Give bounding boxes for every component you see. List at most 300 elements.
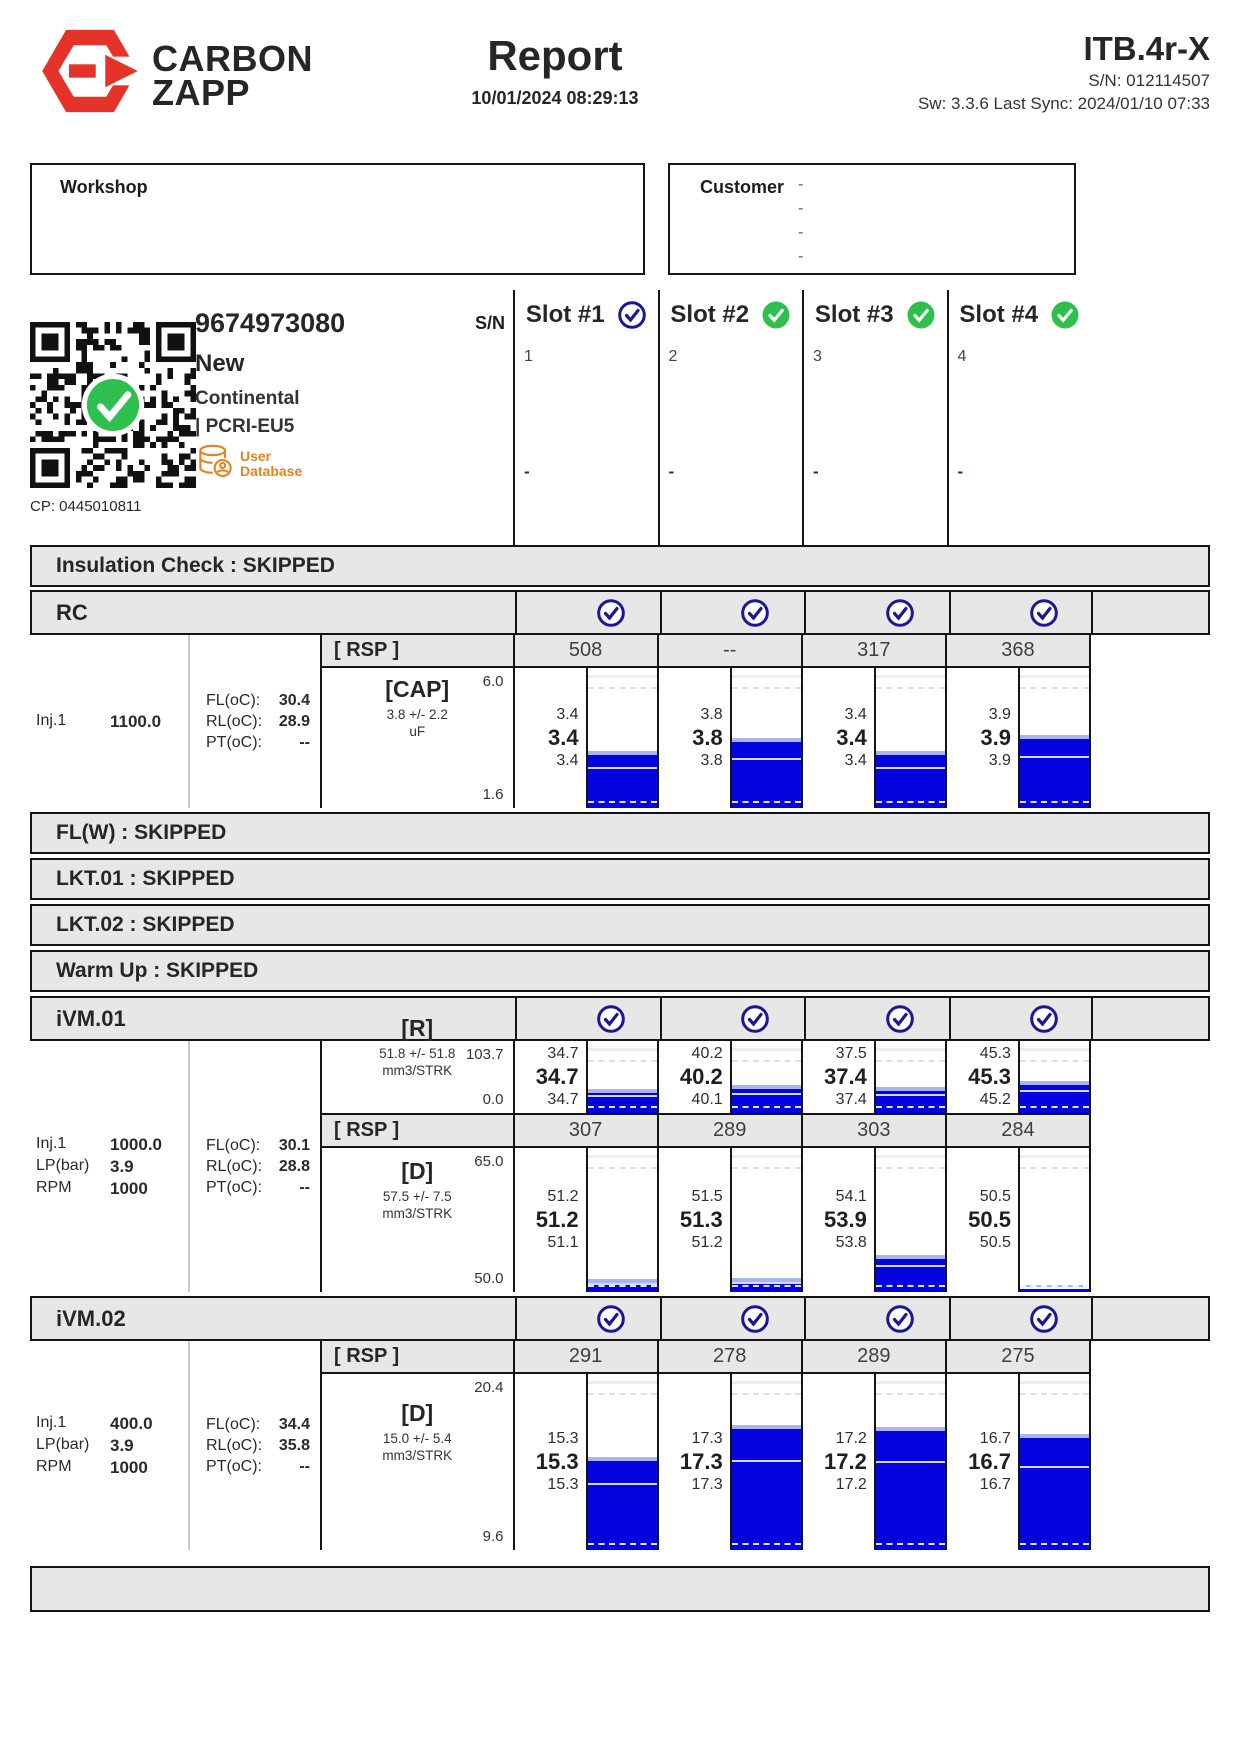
rsp-value: -- (657, 635, 801, 666)
section-title-band (30, 590, 1210, 635)
slot-label: Slot #3 (814, 301, 894, 328)
measurement-bar (1020, 1081, 1089, 1113)
brand-line2: ZAPP (152, 72, 251, 114)
rsp-value: 303 (801, 1115, 945, 1146)
rsp-value: 278 (657, 1341, 801, 1372)
temperature-value: -- (299, 1178, 310, 1196)
measurement-min: 45.2 (979, 1091, 1011, 1108)
scale-max-label: 20.4 (474, 1379, 504, 1396)
parameter-unit: mm3/STRK (382, 1062, 453, 1078)
measurement-values (659, 1148, 730, 1292)
report-sections (30, 0, 1210, 1754)
section-status-check-icon (1029, 1004, 1059, 1034)
table-right-edge (1091, 1298, 1093, 1339)
slot-measurement-cell (513, 1041, 657, 1113)
brand-line1: CARBON (152, 38, 313, 79)
rsp-row (320, 1115, 1089, 1148)
measurement-values (803, 668, 874, 808)
tolerance-guide-line (588, 1048, 657, 1051)
measurement-bar (588, 1089, 657, 1113)
condition-label: LP(bar) (36, 1156, 90, 1174)
parameter-name: [R] (401, 1014, 434, 1041)
rsp-row (320, 1341, 1089, 1374)
scale-min-label: 1.6 (482, 786, 504, 803)
tolerance-dashed-line (1020, 1167, 1089, 1169)
tolerance-dashed-line (876, 1167, 945, 1169)
section-title-band (30, 996, 1210, 1041)
rsp-value: 291 (513, 1341, 657, 1372)
injector-part-number: 9674973080 (195, 308, 346, 338)
injector-cp-code: CP: 0445010811 (30, 498, 142, 515)
slot-label: Slot #1 (525, 301, 605, 328)
slot-measurement-cell (945, 1374, 1089, 1550)
chart-row-R (320, 1014, 1089, 1115)
slot-index: 3 (813, 348, 822, 365)
temperatures-cell (190, 1341, 320, 1550)
slot-measurement-cell (657, 1374, 801, 1550)
section-status-check-icon (885, 1304, 915, 1334)
measurement-bar (876, 1087, 945, 1113)
temperature-row (190, 734, 320, 752)
temperature-value: -- (299, 733, 310, 751)
condition-value: 1100.0 (110, 711, 162, 731)
temperature-value: 28.8 (278, 1157, 310, 1175)
measurement-bar-area (730, 1041, 801, 1113)
section-banner-insulation (30, 545, 1210, 587)
temperature-label: RL(oC): (206, 712, 263, 730)
parameter-tolerance: 15.0 +/- 5.4 (382, 1430, 452, 1446)
condition-value: 3.9 (110, 1156, 134, 1176)
slot-measurement-cell (513, 1148, 657, 1292)
measurement-avg: 37.4 (823, 1064, 867, 1089)
section-status-check-icon (596, 598, 626, 628)
tolerance-guide-line (1020, 1155, 1089, 1158)
slot-measurement-cell (801, 1148, 945, 1292)
measurement-max: 3.4 (844, 706, 867, 723)
measurement-avg: 53.9 (823, 1207, 867, 1232)
measurement-bar-area (730, 668, 801, 808)
report-datetime: 10/01/2024 08:29:13 (471, 88, 639, 108)
rsp-value: 275 (945, 1341, 1089, 1372)
tolerance-dashed-line (732, 1167, 801, 1169)
slot-result-cell (515, 1298, 660, 1339)
section-title: iVM.02 (56, 1305, 126, 1331)
tolerance-guide-line (1020, 1381, 1089, 1384)
chart-row-D (320, 1148, 1089, 1292)
measurement-bar-area (730, 1374, 801, 1550)
measurement-rows (320, 1341, 1091, 1550)
parameter-cell (320, 1374, 513, 1550)
measurement-bar-area (1018, 668, 1089, 808)
slot-measurement-cell (513, 668, 657, 808)
rsp-value: 289 (801, 1341, 945, 1372)
device-serial: S/N: 012114507 (1088, 71, 1210, 90)
measurement-avg: 45.3 (968, 1064, 1011, 1089)
temperature-row (190, 1416, 320, 1434)
condition-value: 1000 (110, 1178, 148, 1198)
measurement-min: 51.2 (691, 1234, 723, 1251)
section-status-check-icon (1029, 598, 1059, 628)
measurement-values (515, 668, 586, 808)
tolerance-dashed-line (876, 1393, 945, 1395)
measurement-avg: 15.3 (535, 1449, 579, 1474)
page-title: Report (487, 32, 623, 79)
measurement-max: 45.3 (979, 1045, 1011, 1062)
temperature-label: RL(oC): (206, 1436, 263, 1454)
measurement-bar (732, 1278, 801, 1292)
slot-result-cell (660, 592, 805, 633)
tolerance-dashed-line (588, 1060, 657, 1062)
measurement-bar (732, 738, 801, 808)
section-status-check-icon (740, 1304, 770, 1334)
slot-measurement-cell (657, 1148, 801, 1292)
section-status-check-icon (596, 1004, 626, 1034)
parameter-tolerance: 3.8 +/- 2.2 (386, 706, 448, 722)
measurement-bar-area (586, 1041, 657, 1113)
tolerance-guide-line (732, 1155, 801, 1158)
temperature-value: 28.9 (278, 712, 310, 730)
measurement-bar (1020, 1434, 1089, 1550)
tolerance-guide-line (876, 1048, 945, 1051)
measurement-min: 15.3 (547, 1476, 579, 1493)
slot-measurement-cell (801, 1041, 945, 1113)
slot-label: Slot #4 (959, 301, 1039, 328)
temperatures-cell (190, 1041, 320, 1292)
condition-value: 400.0 (110, 1413, 153, 1433)
parameter-unit: uF (409, 723, 426, 739)
section-ivm02 (30, 1296, 1210, 1550)
measurement-bar-area (586, 1148, 657, 1292)
section-banner-lkt02 (30, 904, 1210, 946)
section-status-check-icon (885, 1004, 915, 1034)
measurement-max: 16.7 (979, 1430, 1011, 1447)
tolerance-dashed-line (876, 1060, 945, 1062)
tolerance-dashed-line (732, 1060, 801, 1062)
condition-value: 3.9 (110, 1435, 134, 1455)
temperature-value: 34.4 (278, 1415, 310, 1433)
parameter-cell (320, 1148, 513, 1292)
rsp-value: 284 (945, 1115, 1089, 1146)
slot-measurement-cell (945, 1041, 1089, 1113)
measurement-min: 40.1 (691, 1091, 723, 1108)
section-status-check-icon (1029, 1304, 1059, 1334)
rsp-row (320, 635, 1089, 668)
measurement-max: 3.9 (988, 706, 1011, 723)
measurement-values (515, 1374, 586, 1550)
slot-result-cell (515, 592, 660, 633)
scale-min-label: 9.6 (482, 1528, 504, 1545)
measurement-avg: 17.3 (679, 1449, 723, 1474)
measurement-avg: 17.2 (823, 1449, 867, 1474)
slot-index: 4 (957, 348, 967, 365)
slot-label: Slot #2 (670, 301, 750, 328)
measurement-values (515, 1148, 586, 1292)
measurement-bar-area (586, 668, 657, 808)
slot-index: 1 (524, 348, 533, 365)
measurement-avg: 40.2 (679, 1064, 723, 1089)
rsp-value: 289 (657, 1115, 801, 1146)
temperature-value: -- (299, 1457, 310, 1475)
slot-measurement-cell (657, 1041, 801, 1113)
test-conditions-cell (30, 1341, 190, 1550)
parameter-tolerance: 51.8 +/- 51.8 (379, 1045, 456, 1061)
condition-row (36, 1157, 188, 1177)
slot-serial: - (813, 462, 819, 481)
section-banner-lkt01 (30, 858, 1210, 900)
tolerance-guide-line (588, 1381, 657, 1384)
slot-index: 2 (668, 348, 678, 365)
temperatures-cell (190, 635, 320, 808)
condition-label: RPM (36, 1457, 72, 1475)
parameter-name: [D] (401, 1399, 434, 1426)
slot-result-cell (660, 1298, 805, 1339)
tolerance-dashed-line (1020, 1393, 1089, 1395)
measurement-bar (876, 1427, 945, 1550)
measurement-values (803, 1041, 874, 1113)
temperature-label: PT(oC): (206, 1457, 262, 1475)
measurement-values (947, 668, 1018, 808)
measurement-bar (1020, 735, 1089, 808)
section-title-band (30, 1296, 1210, 1341)
section-banner-title: LKT.02 : SKIPPED (56, 913, 235, 936)
rsp-label: [ RSP ] (320, 1115, 513, 1146)
measurement-avg: 34.7 (535, 1064, 579, 1089)
parameter-name: [CAP] (385, 675, 450, 702)
section-banner-title: Warm Up : SKIPPED (56, 959, 259, 982)
slot-measurement-cell (945, 668, 1089, 808)
measurement-values (803, 1374, 874, 1550)
condition-value: 1000 (110, 1457, 148, 1477)
table-right-edge (1091, 592, 1093, 633)
section-banner-flw (30, 812, 1210, 854)
scale-min-label: 0.0 (482, 1091, 504, 1108)
slot-measurement-cell (801, 1374, 945, 1550)
condition-label: Inj.1 (36, 1134, 67, 1152)
slot-serial: - (957, 462, 964, 481)
measurement-max: 50.5 (979, 1188, 1011, 1205)
tolerance-guide-line (876, 675, 945, 678)
temperature-value: 35.8 (278, 1436, 310, 1454)
rsp-value: 307 (513, 1115, 657, 1146)
parameter-tolerance: 57.5 +/- 7.5 (382, 1188, 452, 1204)
chart-row-CAP (320, 668, 1089, 808)
slot-measurement-cell (945, 1148, 1089, 1292)
tolerance-guide-line (732, 1381, 801, 1384)
parameter-cell (320, 1014, 513, 1113)
measurement-min: 3.4 (556, 752, 579, 769)
measurement-bar-area (874, 668, 945, 808)
measurement-avg: 3.9 (980, 725, 1011, 750)
scale-max-label: 6.0 (482, 673, 504, 690)
measurement-bar (876, 751, 945, 808)
temperature-label: FL(oC): (206, 691, 261, 709)
rsp-value: 368 (945, 635, 1089, 666)
tolerance-dashed-line (732, 1393, 801, 1395)
tolerance-guide-line (732, 1048, 801, 1051)
rsp-label: [ RSP ] (320, 1341, 513, 1372)
measurement-bar-area (586, 1374, 657, 1550)
temperature-row (190, 1179, 320, 1197)
slot-serial: - (668, 462, 675, 481)
customer-label: Customer (700, 177, 785, 197)
section-title: iVM.01 (56, 1005, 126, 1031)
measurement-bar (588, 1279, 657, 1292)
section-banner-title: LKT.01 : SKIPPED (56, 867, 235, 890)
measurement-min: 3.4 (844, 752, 867, 769)
parameter-unit: mm3/STRK (382, 1205, 453, 1221)
temperature-label: FL(oC): (206, 1136, 261, 1154)
tolerance-guide-line (588, 1155, 657, 1158)
slot-result-cell (804, 1298, 949, 1339)
parameter-unit: mm3/STRK (382, 1447, 453, 1463)
slot-serial: - (524, 462, 530, 481)
slot-measurement-cell (801, 668, 945, 808)
measurement-values (803, 1148, 874, 1292)
device-software-sync: Sw: 3.3.6 Last Sync: 2024/01/10 07:33 (917, 94, 1210, 113)
measurement-max: 15.3 (547, 1430, 579, 1447)
section-banner-warmup (30, 950, 1210, 992)
slot-result-cell (804, 592, 949, 633)
measurement-bar-area (874, 1148, 945, 1292)
tolerance-dashed-line (732, 687, 801, 689)
user-database-label: User Database (240, 447, 303, 479)
slot-result-cell (949, 592, 1094, 633)
condition-label: LP(bar) (36, 1435, 90, 1453)
measurement-avg: 50.5 (968, 1207, 1011, 1232)
measurement-max: 34.7 (547, 1045, 579, 1062)
tolerance-dashed-line (1020, 687, 1089, 689)
measurement-values (947, 1148, 1018, 1292)
temperature-row (190, 692, 320, 710)
tolerance-guide-line (1020, 1048, 1089, 1051)
temperature-row (190, 1437, 320, 1455)
condition-row (36, 1458, 188, 1478)
scale-max-label: 103.7 (465, 1046, 504, 1063)
measurement-values (947, 1041, 1018, 1113)
measurement-max: 17.2 (835, 1430, 867, 1447)
measurement-values (947, 1374, 1018, 1550)
measurement-min: 53.8 (835, 1234, 867, 1251)
tolerance-guide-line (732, 675, 801, 678)
measurement-bar-area (730, 1148, 801, 1292)
measurement-max: 51.2 (547, 1188, 579, 1205)
temperature-value: 30.4 (278, 691, 310, 709)
measurement-min: 50.5 (979, 1234, 1011, 1251)
section-status-check-icon (740, 1004, 770, 1034)
section-status-check-icon (885, 598, 915, 628)
slot-result-cell (515, 998, 660, 1039)
slot-measurement-cell (657, 668, 801, 808)
tolerance-guide-line (876, 1155, 945, 1158)
tolerance-guide-line (876, 1381, 945, 1384)
condition-label: Inj.1 (36, 1413, 67, 1431)
measurement-bar-area (874, 1041, 945, 1113)
measurement-bar (1020, 1285, 1089, 1292)
measurement-min: 3.9 (988, 752, 1011, 769)
condition-value: 1000.0 (110, 1134, 162, 1154)
measurement-max: 17.3 (691, 1430, 723, 1447)
tolerance-dashed-line (1020, 1060, 1089, 1062)
temperature-row (190, 1158, 320, 1176)
measurement-bar (588, 1457, 657, 1550)
measurement-avg: 16.7 (968, 1449, 1011, 1474)
temperature-label: PT(oC): (206, 1178, 262, 1196)
measurement-min: 17.3 (691, 1476, 723, 1493)
measurement-min: 16.7 (979, 1476, 1011, 1493)
parameter-cell (320, 668, 513, 808)
customer-lines: - - - - (798, 176, 804, 265)
slot-result-cell (949, 1298, 1094, 1339)
measurement-min: 37.4 (835, 1091, 867, 1108)
measurement-bar (732, 1085, 801, 1113)
measurement-avg: 3.4 (836, 725, 867, 750)
measurement-max: 54.1 (835, 1188, 867, 1205)
workshop-label: Workshop (60, 177, 148, 197)
sn-column-label: S/N (474, 313, 505, 333)
slot-result-cell (949, 998, 1094, 1039)
rsp-value: 317 (801, 635, 945, 666)
chart-row-D (320, 1374, 1089, 1550)
measurement-values (659, 1041, 730, 1113)
test-conditions-cell (30, 635, 190, 808)
tolerance-dashed-line (588, 1393, 657, 1395)
condition-row (36, 1135, 188, 1155)
measurement-avg: 51.2 (535, 1207, 579, 1232)
measurement-bar (588, 751, 657, 808)
test-conditions-cell (30, 1041, 190, 1292)
measurement-min: 51.1 (547, 1234, 579, 1251)
rsp-label: [ RSP ] (320, 635, 513, 666)
tolerance-dashed-line (876, 687, 945, 689)
parameter-name: [D] (401, 1157, 434, 1184)
measurement-avg: 3.4 (547, 725, 579, 750)
measurement-rows (320, 1014, 1091, 1292)
measurement-avg: 51.3 (679, 1207, 723, 1232)
measurement-min: 3.8 (700, 752, 723, 769)
measurement-max: 37.5 (835, 1045, 867, 1062)
slot-result-cell (660, 998, 805, 1039)
condition-row (36, 1179, 188, 1199)
measurement-bar-area (1018, 1374, 1089, 1550)
measurement-values (515, 1041, 586, 1113)
section-rc (30, 590, 1210, 808)
table-right-edge (1091, 998, 1093, 1039)
tolerance-dashed-line (588, 687, 657, 689)
measurement-bar-area (1018, 1148, 1089, 1292)
footer-bar (30, 1566, 1210, 1612)
section-title: RC (56, 599, 88, 625)
tolerance-dashed-line (588, 1167, 657, 1169)
tolerance-guide-line (588, 675, 657, 678)
slot-measurement-cell (513, 1374, 657, 1550)
section-ivm01 (30, 996, 1210, 1292)
measurement-values (659, 1374, 730, 1550)
condition-row (36, 1414, 188, 1434)
measurement-bar-area (874, 1374, 945, 1550)
measurement-avg: 3.8 (692, 725, 723, 750)
section-banner-title: FL(W) : SKIPPED (56, 821, 227, 844)
section-status-check-icon (596, 1304, 626, 1334)
measurement-min: 34.7 (547, 1091, 579, 1108)
device-name: ITB.4r-X (1083, 30, 1210, 67)
condition-label: Inj.1 (36, 711, 67, 729)
temperature-value: 30.1 (278, 1136, 310, 1154)
measurement-min: 17.2 (835, 1476, 867, 1493)
measurement-bar (732, 1425, 801, 1550)
temperature-row (190, 1458, 320, 1476)
measurement-rows (320, 635, 1091, 808)
temperature-row (190, 1137, 320, 1155)
